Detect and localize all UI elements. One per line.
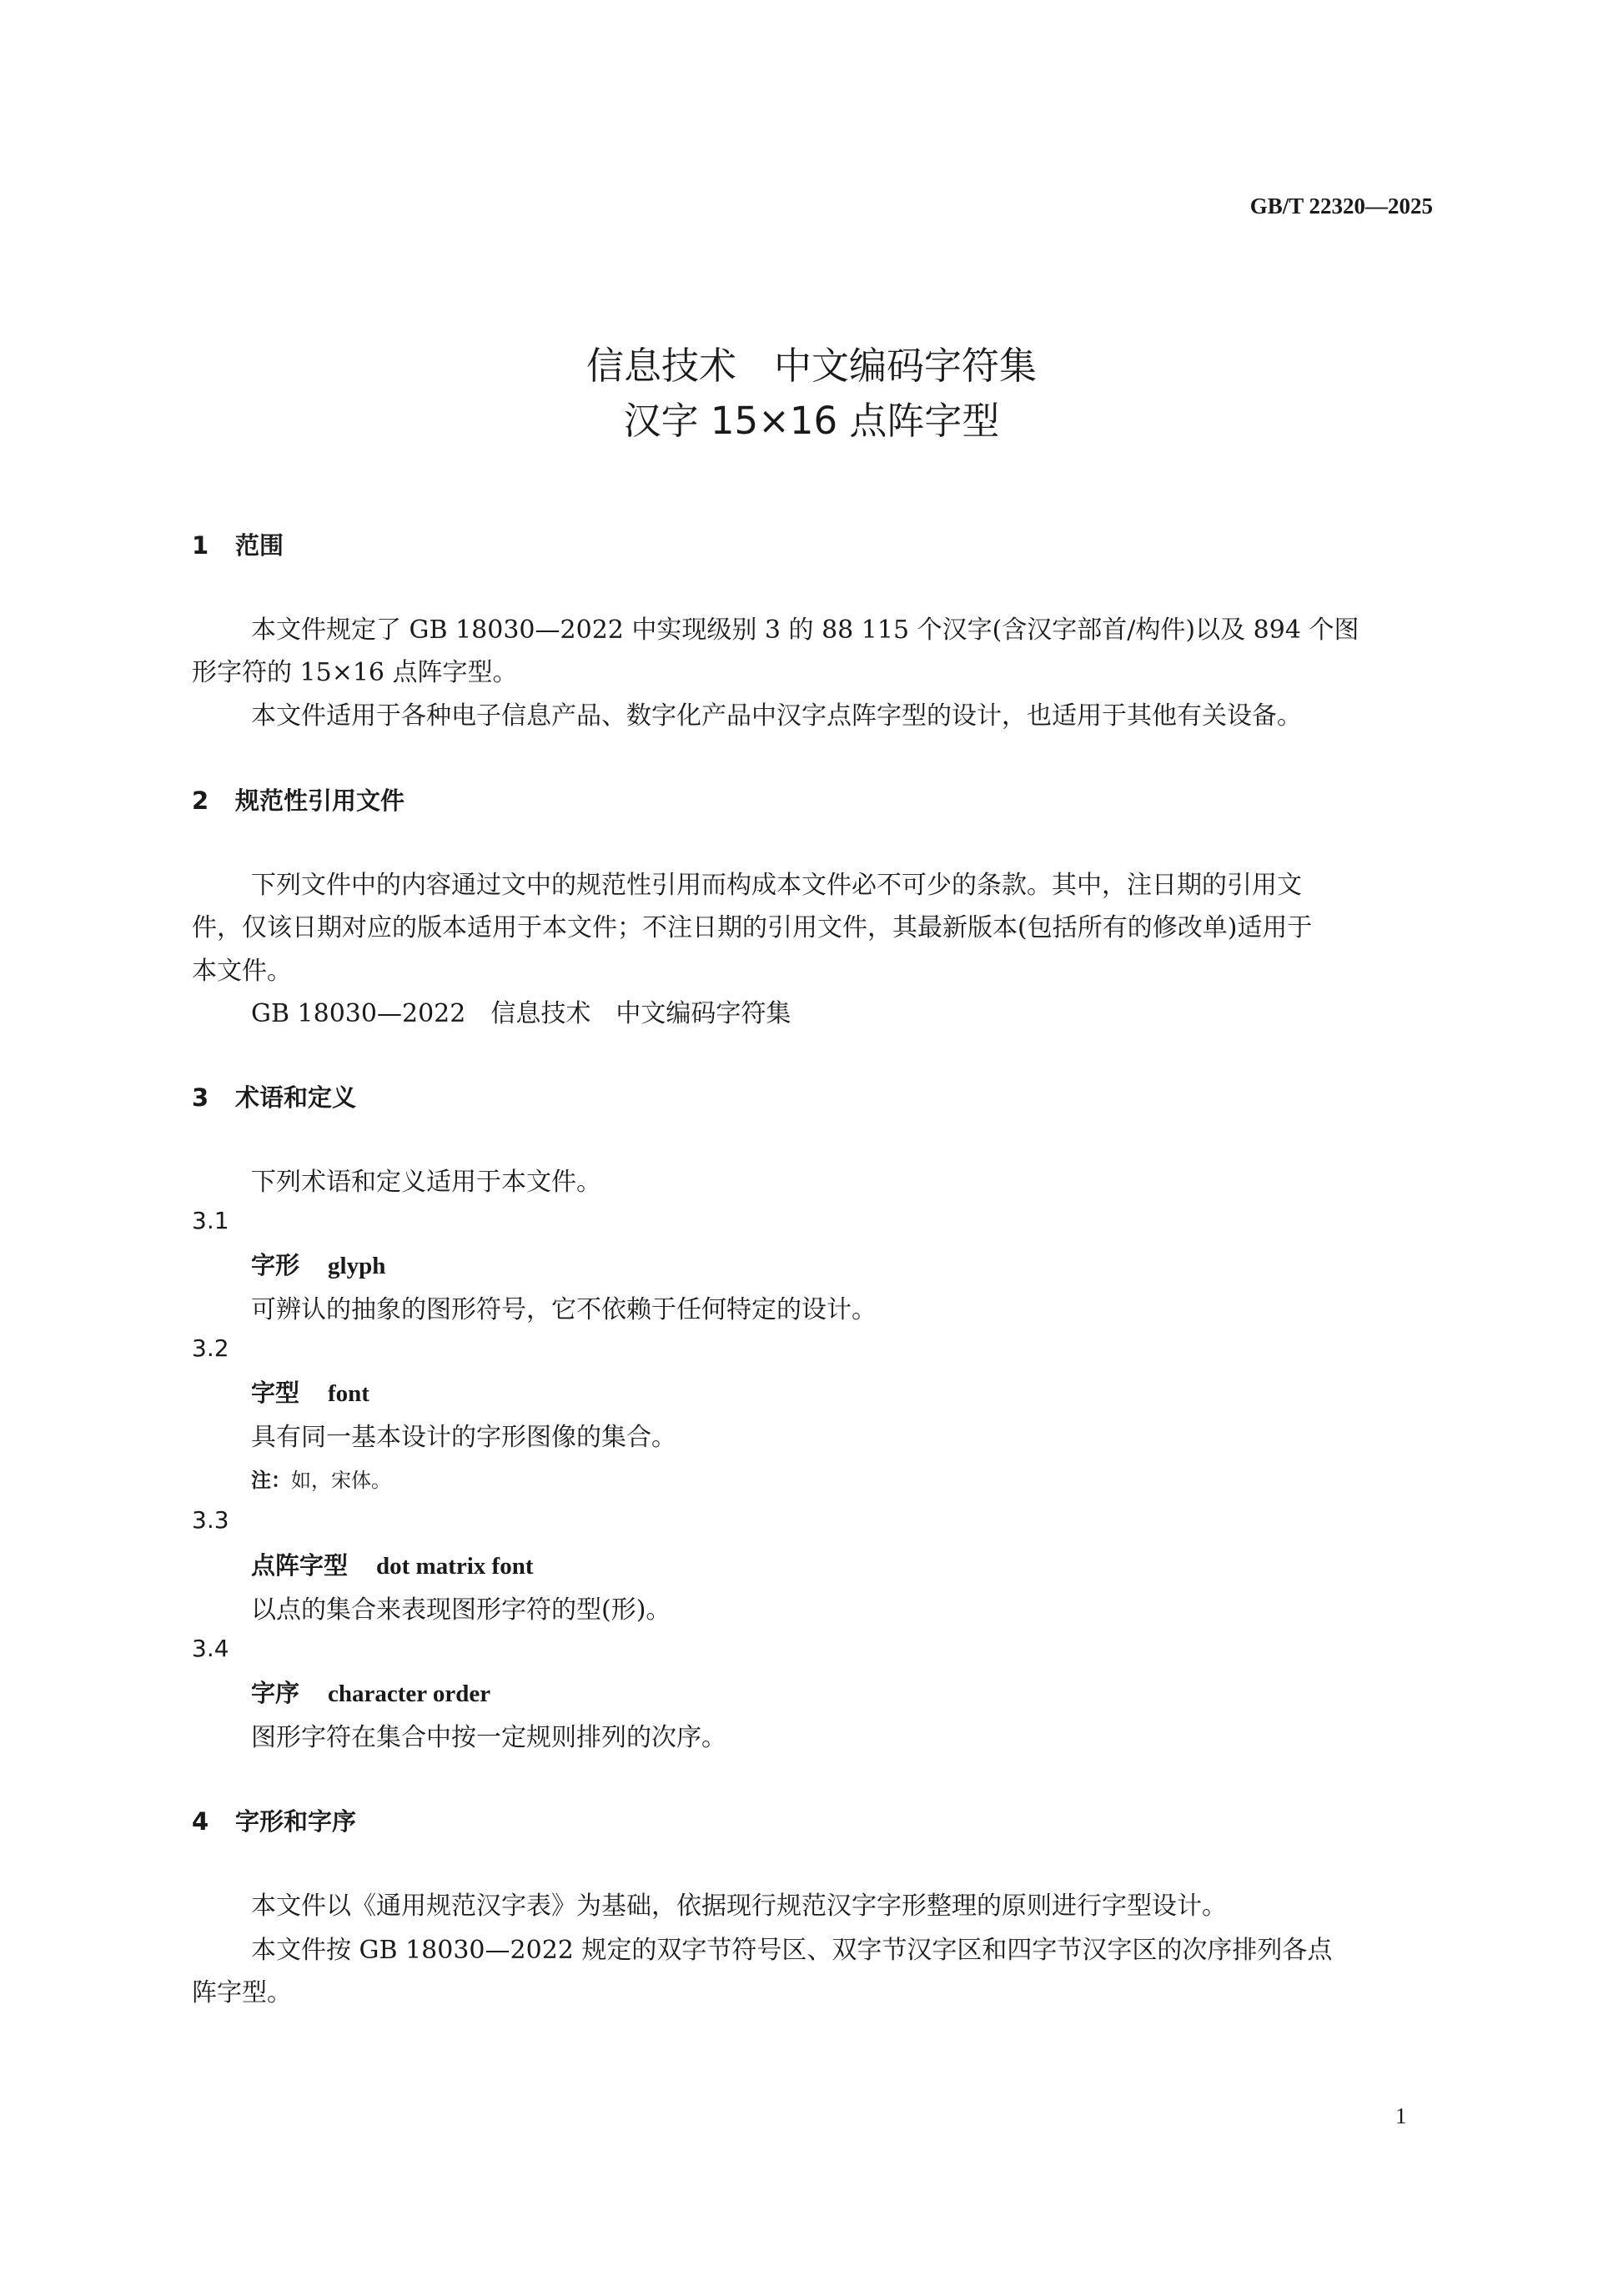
term-heading	[251, 1547, 534, 1581]
section-title: 规范性引用文件	[235, 786, 405, 815]
document-title-line-1: 信息技术 中文编码字符集	[585, 344, 1037, 388]
section-2-paragraph-line-2: 件，仅该日期对应的版本适用于本文件；不注日期的引用文件，其最新版本(包括所有的修改单)适用于	[192, 913, 1313, 942]
term-heading	[251, 1675, 490, 1709]
term-note	[251, 1464, 391, 1493]
term-zh: 字序	[251, 1679, 300, 1707]
section-4-paragraph-2-line-1: 本文件按 GB 18030—2022 规定的双字节符号区、双字节汉字区和四字节汉字区的次序排列各点	[251, 1936, 1333, 1965]
section-title: 范围	[235, 531, 284, 560]
section-title: 术语和定义	[235, 1083, 357, 1112]
page-number: 1	[1395, 2103, 1407, 2128]
term-number: 3.2	[192, 1334, 229, 1362]
term-definition: 图形字符在集合中按一定规则排列的次序。	[251, 1723, 726, 1752]
term-number: 3.3	[192, 1506, 229, 1534]
section-1-paragraph-1-line-2: 形字符的 15×16 点阵字型。	[192, 658, 518, 687]
note-label: 注：	[251, 1469, 291, 1492]
section-2-reference: GB 18030—2022 信息技术 中文编码字符集	[251, 999, 791, 1028]
term-en: glyph	[328, 1253, 386, 1279]
term-en: character order	[328, 1681, 491, 1707]
document-title-line-2: 汉字 15×16 点阵字型	[623, 399, 1000, 443]
section-4-paragraph-1: 本文件以《通用规范汉字表》为基础，依据现行规范汉字字形整理的原则进行字型设计。	[251, 1892, 1227, 1921]
term-number: 3.4	[192, 1635, 229, 1662]
section-2-paragraph-line-1: 下列文件中的内容通过文中的规范性引用而构成本文件必不可少的条款。其中，注日期的引用文	[251, 871, 1302, 900]
term-number: 3.1	[192, 1207, 229, 1234]
section-number: 3	[192, 1083, 209, 1112]
section-number: 2	[192, 786, 209, 815]
term-en: dot matrix font	[376, 1553, 534, 1580]
section-number: 4	[192, 1807, 209, 1836]
section-number: 1	[192, 531, 209, 560]
term-definition: 以点的集合来表现图形字符的型(形)。	[251, 1595, 671, 1625]
term-zh: 字形	[251, 1251, 300, 1279]
term-definition: 具有同一基本设计的字形图像的集合。	[251, 1423, 676, 1452]
section-4-paragraph-2-line-2: 阵字型。	[192, 1978, 292, 2007]
term-zh: 字型	[251, 1379, 300, 1407]
term-definition: 可辨认的抽象的图形符号，它不依赖于任何特定的设计。	[251, 1295, 877, 1324]
term-en: font	[328, 1380, 369, 1407]
term-heading	[251, 1247, 385, 1281]
standard-code: GB/T 22320—2025	[1249, 193, 1433, 219]
section-3-heading	[192, 1079, 356, 1113]
term-heading	[251, 1374, 369, 1409]
section-3-intro: 下列术语和定义适用于本文件。	[251, 1168, 601, 1197]
note-text: 如，宋体。	[291, 1469, 391, 1492]
section-title: 字形和字序	[235, 1807, 357, 1836]
section-1-paragraph-2: 本文件适用于各种电子信息产品、数字化产品中汉字点阵字型的设计，也适用于其他有关设备。	[251, 701, 1302, 731]
term-zh: 点阵字型	[251, 1551, 349, 1580]
section-1-heading	[192, 527, 284, 561]
section-1-paragraph-1-line-1: 本文件规定了 GB 18030—2022 中实现级别 3 的 88 115 个汉字(含汉字部首/构件)以及 894 个图	[251, 615, 1359, 645]
section-2-heading	[192, 782, 404, 816]
section-4-heading	[192, 1803, 356, 1837]
section-2-paragraph-line-3: 本文件。	[192, 957, 292, 986]
